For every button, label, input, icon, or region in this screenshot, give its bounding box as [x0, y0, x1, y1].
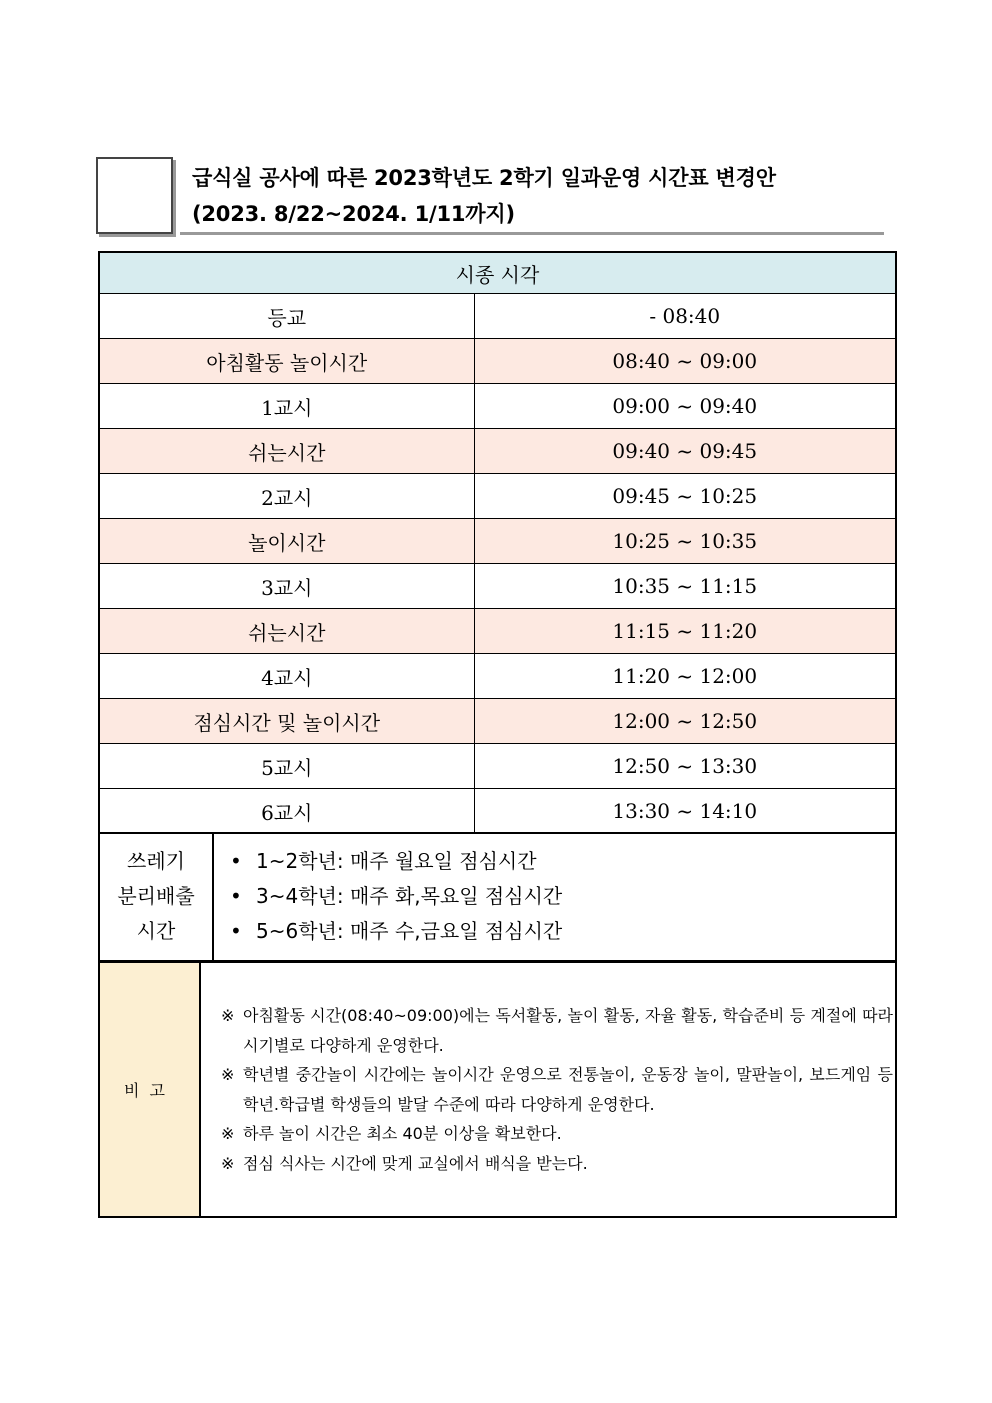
period-label: 4교시 — [99, 654, 474, 699]
period-time: 09:40 ~ 09:45 — [474, 429, 896, 474]
schedule-row — [99, 474, 896, 519]
recycling-label — [99, 833, 213, 961]
document-title — [192, 160, 776, 232]
period-time: 12:50 ~ 13:30 — [474, 744, 896, 789]
title-decoration-box — [96, 157, 173, 234]
note-item: ※ 하루 놀이 시간은 최소 40분 이상을 확보한다. — [221, 1119, 893, 1149]
schedule-row — [99, 429, 896, 474]
recycling-items — [213, 833, 896, 961]
title-line-2: (2023. 8/22~2024. 1/11까지) — [192, 202, 515, 226]
reference-mark: ※ — [221, 1006, 235, 1025]
reference-mark: ※ — [221, 1153, 235, 1173]
reference-mark: ※ — [221, 1065, 235, 1084]
schedule-header-row — [99, 252, 896, 294]
period-label: 놀이시간 — [99, 519, 474, 564]
period-label: 3교시 — [99, 564, 474, 609]
period-label: 쉬는시간 — [99, 429, 474, 474]
notes-row — [99, 962, 896, 1217]
schedule-row — [99, 384, 896, 429]
period-label: 2교시 — [99, 474, 474, 519]
recycling-item: • 3~4학년: 매주 화,목요일 점심시간 — [230, 879, 894, 914]
schedule-row — [99, 339, 896, 384]
period-label: 6교시 — [99, 789, 474, 834]
schedule-row — [99, 519, 896, 564]
recycling-label-line: 분리배출 — [117, 884, 195, 908]
schedule-row — [99, 654, 896, 699]
period-time: 09:00 ~ 09:40 — [474, 384, 896, 429]
recycling-label-line: 시간 — [136, 919, 176, 943]
period-label: 쉬는시간 — [99, 609, 474, 654]
period-time: 10:35 ~ 11:15 — [474, 564, 896, 609]
period-time: 08:40 ~ 09:00 — [474, 339, 896, 384]
period-time: - 08:40 — [474, 294, 896, 339]
schedule-row — [99, 294, 896, 339]
schedule-header: 시종 시각 — [99, 252, 896, 294]
notes-body — [200, 962, 896, 1217]
notes-label: 비고 — [99, 962, 200, 1217]
period-time: 10:25 ~ 10:35 — [474, 519, 896, 564]
note-item: ※ 점심 식사는 시간에 맞게 교실에서 배식을 받는다. — [221, 1149, 893, 1179]
period-label: 등교 — [99, 294, 474, 339]
reference-mark: ※ — [221, 1124, 235, 1143]
schedule-row — [99, 699, 896, 744]
period-time: 12:00 ~ 12:50 — [474, 699, 896, 744]
note-item: ※ 학년별 중간놀이 시간에는 놀이시간 운영으로 전통놀이, 운동장 놀이, 말판놀이, 보드게임 등 학년.학급별 학생들의 발달 수준에 따라 다양하게 운영한다. — [221, 1060, 893, 1119]
recycling-item: • 5~6학년: 매주 수,금요일 점심시간 — [230, 914, 894, 949]
recycling-label-line: 쓰레기 — [127, 849, 185, 873]
title-underline — [180, 232, 884, 235]
period-label: 점심시간 및 놀이시간 — [99, 699, 474, 744]
period-time: 11:15 ~ 11:20 — [474, 609, 896, 654]
period-time: 13:30 ~ 14:10 — [474, 789, 896, 834]
notes-table — [98, 961, 897, 1218]
schedule-row — [99, 789, 896, 834]
period-label: 1교시 — [99, 384, 474, 429]
recycling-row — [99, 833, 896, 961]
period-label: 5교시 — [99, 744, 474, 789]
period-label: 아침활동 놀이시간 — [99, 339, 474, 384]
title-line-1: 급식실 공사에 따른 2023학년도 2학기 일과운영 시간표 변경안 — [192, 166, 776, 190]
schedule-row — [99, 609, 896, 654]
schedule-row — [99, 744, 896, 789]
period-time: 11:20 ~ 12:00 — [474, 654, 896, 699]
note-item: ※ 아침활동 시간(08:40~09:00)에는 독서활동, 놀이 활동, 자율 활동, 학습준비 등 계절에 따라 시기별로 다양하게 운영한다. — [221, 1001, 893, 1060]
recycling-table — [98, 832, 897, 961]
schedule-row — [99, 564, 896, 609]
period-time: 09:45 ~ 10:25 — [474, 474, 896, 519]
schedule-table — [98, 251, 897, 834]
recycling-item: • 1~2학년: 매주 월요일 점심시간 — [230, 844, 894, 879]
